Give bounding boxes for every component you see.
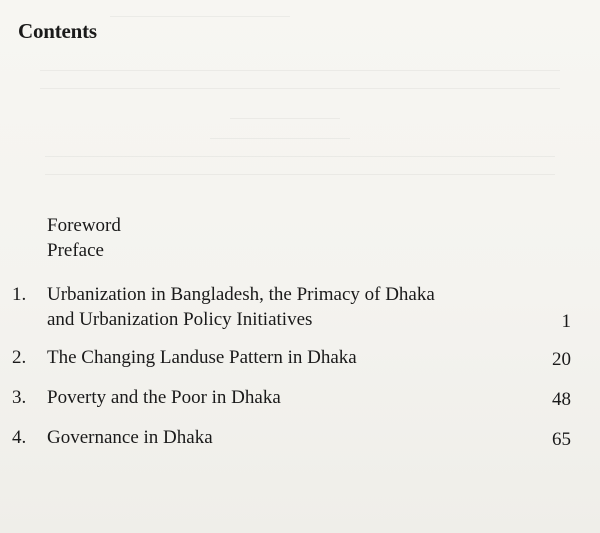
toc-entry-page: 48 [552, 389, 571, 410]
show-through-line [110, 16, 290, 17]
toc-preface: Preface [47, 240, 104, 261]
toc-entry-title: Governance in Dhaka [47, 427, 213, 448]
toc-entry-number: 2. [12, 347, 27, 368]
toc-entry-title: Poverty and the Poor in Dhaka [47, 387, 281, 408]
show-through-line [40, 70, 560, 71]
show-through-line [210, 138, 350, 139]
toc-entry-title: Urbanization in Bangladesh, the Primacy of Dhaka [47, 284, 435, 305]
toc-entry-number: 3. [12, 387, 27, 408]
toc-entry-title: and Urbanization Policy Initiatives [47, 309, 313, 330]
contents-heading: Contents [18, 19, 97, 43]
show-through-line [45, 156, 555, 157]
show-through-line [230, 118, 340, 119]
toc-entry-title: The Changing Landuse Pattern in Dhaka [47, 347, 357, 368]
toc-entry-page: 65 [552, 429, 571, 450]
toc-entry-page: 20 [552, 349, 571, 370]
toc-entry-number: 4. [12, 427, 27, 448]
toc-foreword: Foreword [47, 215, 121, 236]
toc-entry-number: 1. [12, 284, 27, 305]
toc-entry-page: 1 [561, 311, 571, 332]
show-through-line [45, 174, 555, 175]
show-through-line [40, 88, 560, 89]
